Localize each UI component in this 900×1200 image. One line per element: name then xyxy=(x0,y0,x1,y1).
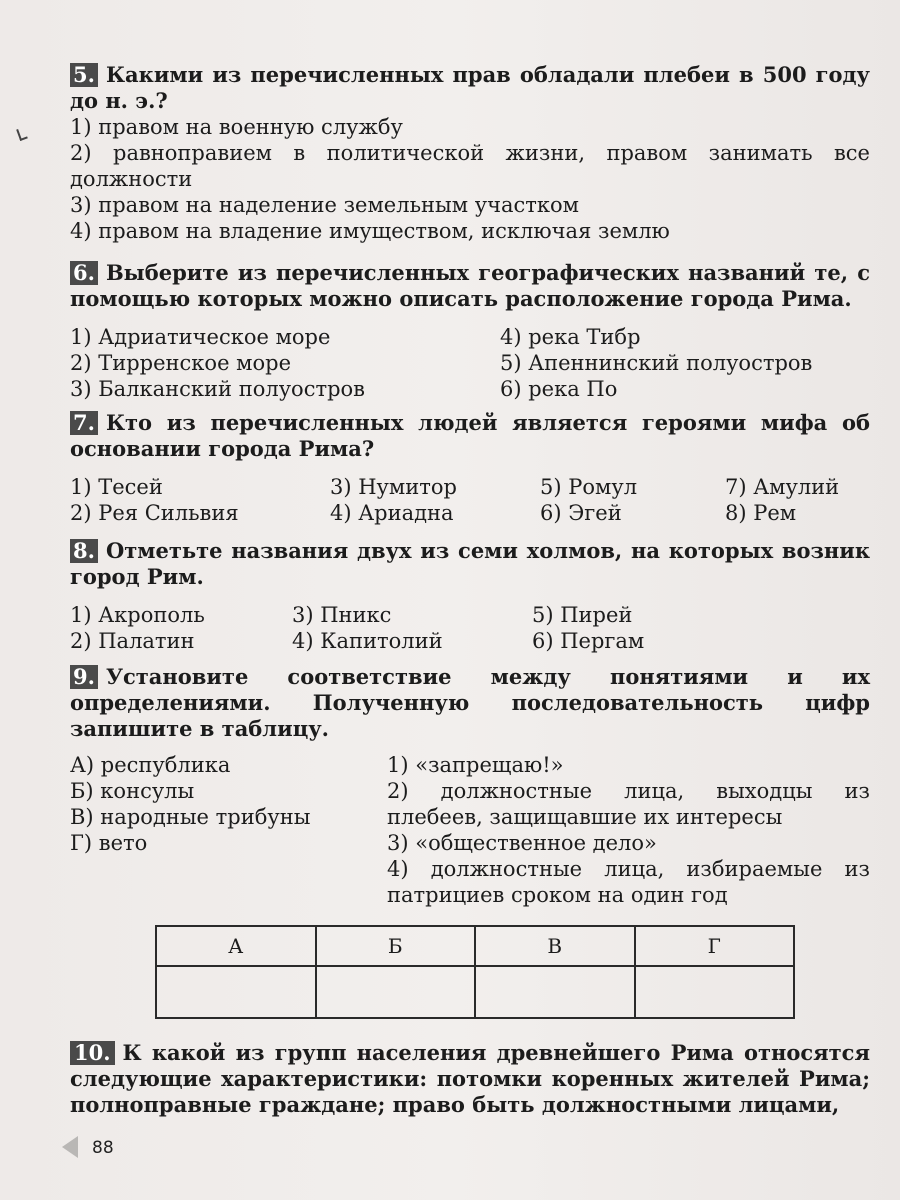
option: 1) Адриатическое море xyxy=(70,325,331,349)
option: 4) река Тибр xyxy=(500,325,641,349)
pencil-checkmark xyxy=(16,127,28,141)
page-number: 88 xyxy=(92,1138,114,1158)
table-header-cell: А xyxy=(156,926,316,966)
question-number-badge: 8. xyxy=(70,539,98,563)
question-number-badge: 10. xyxy=(70,1041,115,1065)
question-6-options xyxy=(70,324,870,402)
term: Б) консулы xyxy=(70,779,195,803)
question-8-text: Отметьте названия двух из семи холмов, на которых возник город Рим. xyxy=(70,538,870,589)
definition: 3) «общественное дело» xyxy=(387,831,657,855)
answer-cell[interactable] xyxy=(475,966,635,1018)
question-number-badge: 9. xyxy=(70,665,98,689)
answer-cell[interactable] xyxy=(635,966,795,1018)
option: 4) Ариадна xyxy=(330,501,454,525)
term: В) народные трибуны xyxy=(70,805,311,829)
option: 7) Амулий xyxy=(725,475,840,499)
answer-cell[interactable] xyxy=(316,966,476,1018)
question-7-options xyxy=(70,474,870,526)
option: 2) Тирренское море xyxy=(70,351,292,375)
option: 6) река По xyxy=(500,377,618,401)
option: 4) Капитолий xyxy=(292,629,443,653)
question-7 xyxy=(70,410,870,526)
definition: 1) «запрещаю!» xyxy=(387,753,564,777)
option: 3) правом на наделение земельным участком xyxy=(70,193,579,217)
option: 6) Пергам xyxy=(532,629,645,653)
option: 3) Балканский полуостров xyxy=(70,377,365,401)
answer-cell[interactable] xyxy=(156,966,316,1018)
question-8 xyxy=(70,538,870,654)
table-header-cell: Б xyxy=(316,926,476,966)
option: 5) Апеннинский полуостров xyxy=(500,351,813,375)
table-header-cell: В xyxy=(475,926,635,966)
question-5-text: Какими из перечисленных прав обладали плебеи в 500 году до н. э.? xyxy=(70,62,870,113)
question-10-text: К какой из групп населения древнейшего Рима относятся следующие характеристики: потомки коренных жителей Рима; полноправные граждане; право быть должностными лицами, xyxy=(70,1040,870,1117)
definitions-column xyxy=(387,752,870,908)
question-7-heading xyxy=(70,410,870,462)
question-5-heading xyxy=(70,62,870,114)
option: 5) Пирей xyxy=(532,603,633,627)
table-header-cell: Г xyxy=(635,926,795,966)
option: 6) Эгей xyxy=(540,501,622,525)
option: 3) Нумитор xyxy=(330,475,457,499)
matching-columns xyxy=(70,752,870,908)
question-6-text: Выберите из перечисленных географических названий те, с помощью которых можно описать расположение города Рима. xyxy=(70,260,870,311)
question-5 xyxy=(70,62,870,244)
answer-row xyxy=(156,966,794,1018)
question-8-heading xyxy=(70,538,870,590)
option: 3) Пникс xyxy=(292,603,392,627)
question-number-badge: 5. xyxy=(70,63,98,87)
question-10-heading xyxy=(70,1040,870,1118)
option: 5) Ромул xyxy=(540,475,638,499)
question-6 xyxy=(70,260,870,402)
table-header-row xyxy=(156,926,794,966)
option: 1) правом на военную службу xyxy=(70,115,403,139)
option: 1) Акрополь xyxy=(70,603,205,627)
question-10 xyxy=(70,1040,870,1118)
question-7-text: Кто из перечисленных людей является героями мифа об основании города Рима? xyxy=(70,410,870,461)
term: Г) вето xyxy=(70,831,148,855)
option: 2) равноправием в политической жизни, правом занимать все должности xyxy=(70,141,870,191)
question-8-options xyxy=(70,602,870,654)
page-corner-marker xyxy=(62,1136,78,1158)
terms-column xyxy=(70,752,387,908)
definition: 4) должностные лица, избираемые из патрициев сроком на один год xyxy=(387,857,870,907)
definition: 2) должностные лица, выходцы из плебеев, защищавшие их интересы xyxy=(387,779,870,829)
question-9 xyxy=(70,664,870,908)
option: 2) Палатин xyxy=(70,629,195,653)
answer-table xyxy=(155,925,795,1019)
option: 8) Рем xyxy=(725,501,797,525)
option: 2) Рея Сильвия xyxy=(70,501,239,525)
term: А) республика xyxy=(70,753,231,777)
option: 1) Тесей xyxy=(70,475,163,499)
question-number-badge: 6. xyxy=(70,261,98,285)
question-number-badge: 7. xyxy=(70,411,98,435)
question-6-heading xyxy=(70,260,870,312)
question-9-text: Установите соответствие между понятиями и их определениями. Полученную последовательность цифр запишите в таблицу. xyxy=(70,664,870,741)
question-9-heading xyxy=(70,664,870,742)
option: 4) правом на владение имуществом, исключая землю xyxy=(70,219,670,243)
